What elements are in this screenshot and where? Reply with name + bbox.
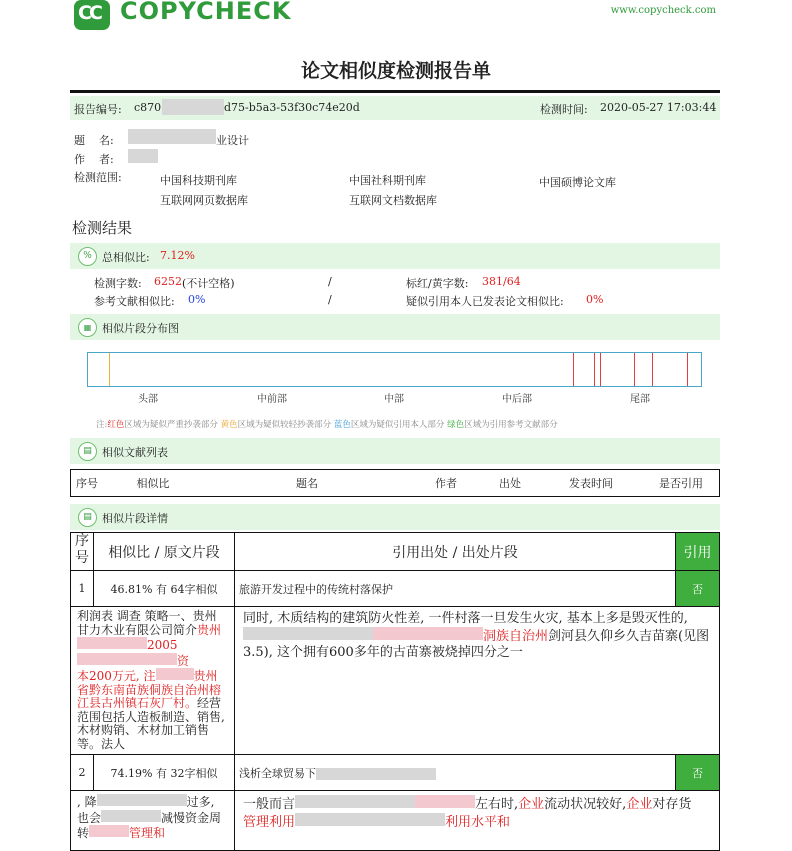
- reference-list-table: [70, 469, 720, 497]
- table-row[interactable]: [71, 571, 720, 607]
- row-cited: 否: [676, 571, 720, 607]
- table-row: [71, 791, 720, 851]
- copycheck-logo: [74, 0, 324, 30]
- dist-label-middle: 中部: [384, 394, 404, 405]
- self-ratio-label: 疑似引用本人已发表论文相似比:: [406, 295, 564, 308]
- redacted-block: [89, 825, 129, 837]
- details-table: [70, 532, 720, 851]
- distribution-heading: 相似片段分布图: [102, 322, 179, 335]
- orig-text: 经营范围包括人造板制造、销售, 木材购销、木材加工销售等。法人: [77, 696, 225, 751]
- orig-text: 过多, 也会: [77, 795, 215, 825]
- col-header: 相似比: [136, 477, 170, 490]
- redacted-block: [128, 129, 216, 144]
- col-header: 序号: [76, 477, 98, 490]
- src-text: 一般而言: [243, 797, 296, 812]
- ref-ratio-value: 0%: [188, 293, 206, 306]
- total-label: 总相似比:: [102, 251, 150, 264]
- src-highlight: 管理利用: [243, 815, 296, 830]
- redacted-block: [128, 149, 158, 163]
- report-id-prefix: c870: [134, 101, 162, 114]
- redacted-block: [316, 768, 436, 780]
- report-id-suffix: d75-b5a3-53f30c74e20d: [224, 101, 360, 114]
- source-title[interactable]: 旅游开发过程中的传统村落保护: [239, 582, 393, 596]
- table-header-row: [71, 470, 720, 497]
- note-prefix: 注:: [96, 420, 108, 430]
- src-text: 左右时,: [475, 797, 519, 812]
- report-id-bar: [70, 96, 720, 120]
- note-red-text: 区域为疑似严重抄袭部分: [124, 420, 218, 430]
- row-ratio: 46.81% 有 64字相似: [94, 571, 235, 607]
- orig-text: 利润表 调查 策略一、贵州甘力木业有限公司简介: [77, 609, 217, 637]
- src-text: 对存货: [652, 797, 692, 812]
- col-header-source: 引用出处 / 出处片段: [235, 533, 676, 571]
- col-header: 题名: [296, 477, 318, 490]
- redacted-block: [77, 653, 177, 665]
- scope-item: 中国社科期刊库: [349, 174, 426, 187]
- col-header-num: 序号: [71, 533, 94, 571]
- distribution-marker: [573, 353, 574, 386]
- logo-mark: CC: [74, 0, 110, 30]
- details-header-row: [71, 533, 720, 571]
- distribution-marker: [687, 353, 688, 386]
- document-icon: ▤: [78, 508, 97, 527]
- dist-label-tail: 尾部: [630, 394, 650, 405]
- grid-icon: ▦: [78, 318, 97, 337]
- distribution-marker: [634, 353, 635, 386]
- col-header: 出处: [499, 477, 521, 490]
- orig-text: 减慢资金周转: [77, 810, 222, 840]
- redacted-block: [156, 668, 194, 680]
- separator: /: [328, 275, 332, 288]
- redacted-block: [162, 99, 224, 115]
- page-title: 论文相似度检测报告单: [300, 60, 491, 82]
- source-fragment: [235, 607, 720, 755]
- note-red: 红色: [107, 420, 125, 430]
- src-text: (见图3.5), 这个拥有600多年的古苗寨被烧掉四分之一: [243, 629, 710, 660]
- src-text: 剑河县久仰乡久吉苗寨: [548, 629, 679, 644]
- redacted-block: [295, 795, 415, 808]
- dist-label-head: 头部: [138, 394, 158, 405]
- ref-ratio-label: 参考文献相似比:: [94, 295, 175, 308]
- dist-label-front: 中前部: [257, 394, 287, 405]
- meta-title-label: 题 名:: [74, 134, 114, 147]
- col-header-cited: 引用: [676, 533, 720, 571]
- row-num: 1: [71, 571, 94, 607]
- scope-item: 中国科技期刊库: [160, 174, 237, 187]
- meta-title-value: 业设计: [216, 134, 249, 147]
- original-fragment: [71, 607, 235, 755]
- row-cited: 否: [676, 755, 720, 791]
- logo-text: COPYCHECK: [120, 0, 292, 25]
- distribution-marker: [600, 353, 601, 386]
- row-source[interactable]: [235, 571, 676, 607]
- self-ratio-value: 0%: [586, 293, 604, 306]
- redacted-block: [97, 794, 187, 806]
- redacted-block: [77, 637, 147, 649]
- redacted-block: [373, 627, 483, 640]
- src-highlight: 企业: [518, 797, 545, 812]
- original-fragment: [71, 791, 235, 851]
- source-fragment: [235, 791, 720, 851]
- percent-icon: %: [78, 247, 97, 266]
- details-bar: [70, 504, 720, 530]
- src-highlight: 洞族自治州: [483, 629, 549, 644]
- redacted-block: [415, 795, 475, 808]
- distribution-marker: [652, 353, 653, 386]
- note-yellow: 黄色: [220, 420, 238, 430]
- site-url[interactable]: www.copycheck.com: [610, 5, 716, 16]
- orig-highlight: 贵州省黔东南苗族侗族自治州榕江县古州镇石灰厂村。: [77, 669, 222, 710]
- meta-author-label: 作 者:: [74, 153, 114, 166]
- src-highlight: 企业: [626, 797, 653, 812]
- note-blue-text: 区域为疑似引用本人部分: [350, 420, 445, 430]
- redacted-block: [101, 810, 161, 822]
- distribution-marker: [594, 353, 595, 386]
- src-text: 流动状况较好,: [544, 797, 627, 812]
- orig-highlight: 2005: [147, 638, 178, 652]
- row-source[interactable]: [235, 755, 676, 791]
- redacted-block: [295, 813, 445, 826]
- row-num: 2: [71, 755, 94, 791]
- orig-highlight: 管理和: [129, 826, 166, 840]
- note-blue: 蓝色: [333, 420, 351, 430]
- separator: /: [328, 293, 332, 306]
- note-yellow-text: 区域为疑似较轻抄袭部分: [237, 420, 332, 430]
- col-header: 发表时间: [569, 477, 613, 490]
- words-note: (不计空格): [182, 277, 235, 290]
- col-header: 是否引用: [659, 477, 703, 490]
- note-green-text: 区域为引用参考文献部分: [464, 420, 558, 430]
- table-row: [71, 607, 720, 755]
- orig-text: , 降: [77, 795, 97, 809]
- marked-value: 381/64: [482, 275, 521, 288]
- table-row[interactable]: [71, 755, 720, 791]
- details-heading: 相似片段详情: [102, 512, 168, 525]
- row-ratio: 74.19% 有 32字相似: [94, 755, 235, 791]
- scope-item: 互联网网页数据库: [160, 194, 248, 207]
- marked-label: 标红/黄字数:: [406, 277, 469, 290]
- redacted-block: [243, 627, 373, 640]
- col-header-ratio: 相似比 / 原文片段: [94, 533, 235, 571]
- orig-highlight: 资: [177, 653, 190, 668]
- src-text: 同时, 木质结构的建筑防火性差, 一件村落一旦发生火灾, 基本上多是毁灭性的,: [243, 611, 688, 626]
- scope-item: 互联网文档数据库: [349, 194, 437, 207]
- report-time: 2020-05-27 17:03:44: [600, 101, 717, 114]
- meta-scope-label: 检测范围:: [74, 171, 122, 184]
- orig-highlight: 本200万元, 注: [77, 669, 156, 683]
- words-value: 6252: [154, 275, 182, 288]
- references-bar: [70, 438, 720, 464]
- note-green: 绿色: [447, 420, 465, 430]
- col-header: 作者: [435, 477, 457, 490]
- total-value: 7.12%: [160, 249, 195, 262]
- dist-label-back: 中后部: [502, 394, 532, 405]
- scope-item: 中国硕博论文库: [539, 176, 616, 189]
- report-id-label: 报告编号:: [74, 103, 122, 116]
- orig-highlight: 贵州: [197, 622, 222, 637]
- report-time-label: 检测时间:: [540, 103, 588, 116]
- src-highlight: 利用水平和: [445, 815, 511, 830]
- references-heading: 相似文献列表: [102, 446, 168, 459]
- legend-note: [96, 418, 558, 430]
- distribution-chart: [87, 352, 702, 387]
- distribution-bar: [70, 314, 720, 340]
- source-title[interactable]: 浅析全球贸易下: [239, 766, 316, 780]
- results-heading: 检测结果: [72, 219, 133, 237]
- distribution-marker: [109, 353, 110, 386]
- total-similarity-bar: [70, 243, 720, 269]
- document-icon: ▤: [78, 442, 97, 461]
- title-rule: [70, 90, 720, 93]
- words-label: 检测字数:: [94, 277, 142, 290]
